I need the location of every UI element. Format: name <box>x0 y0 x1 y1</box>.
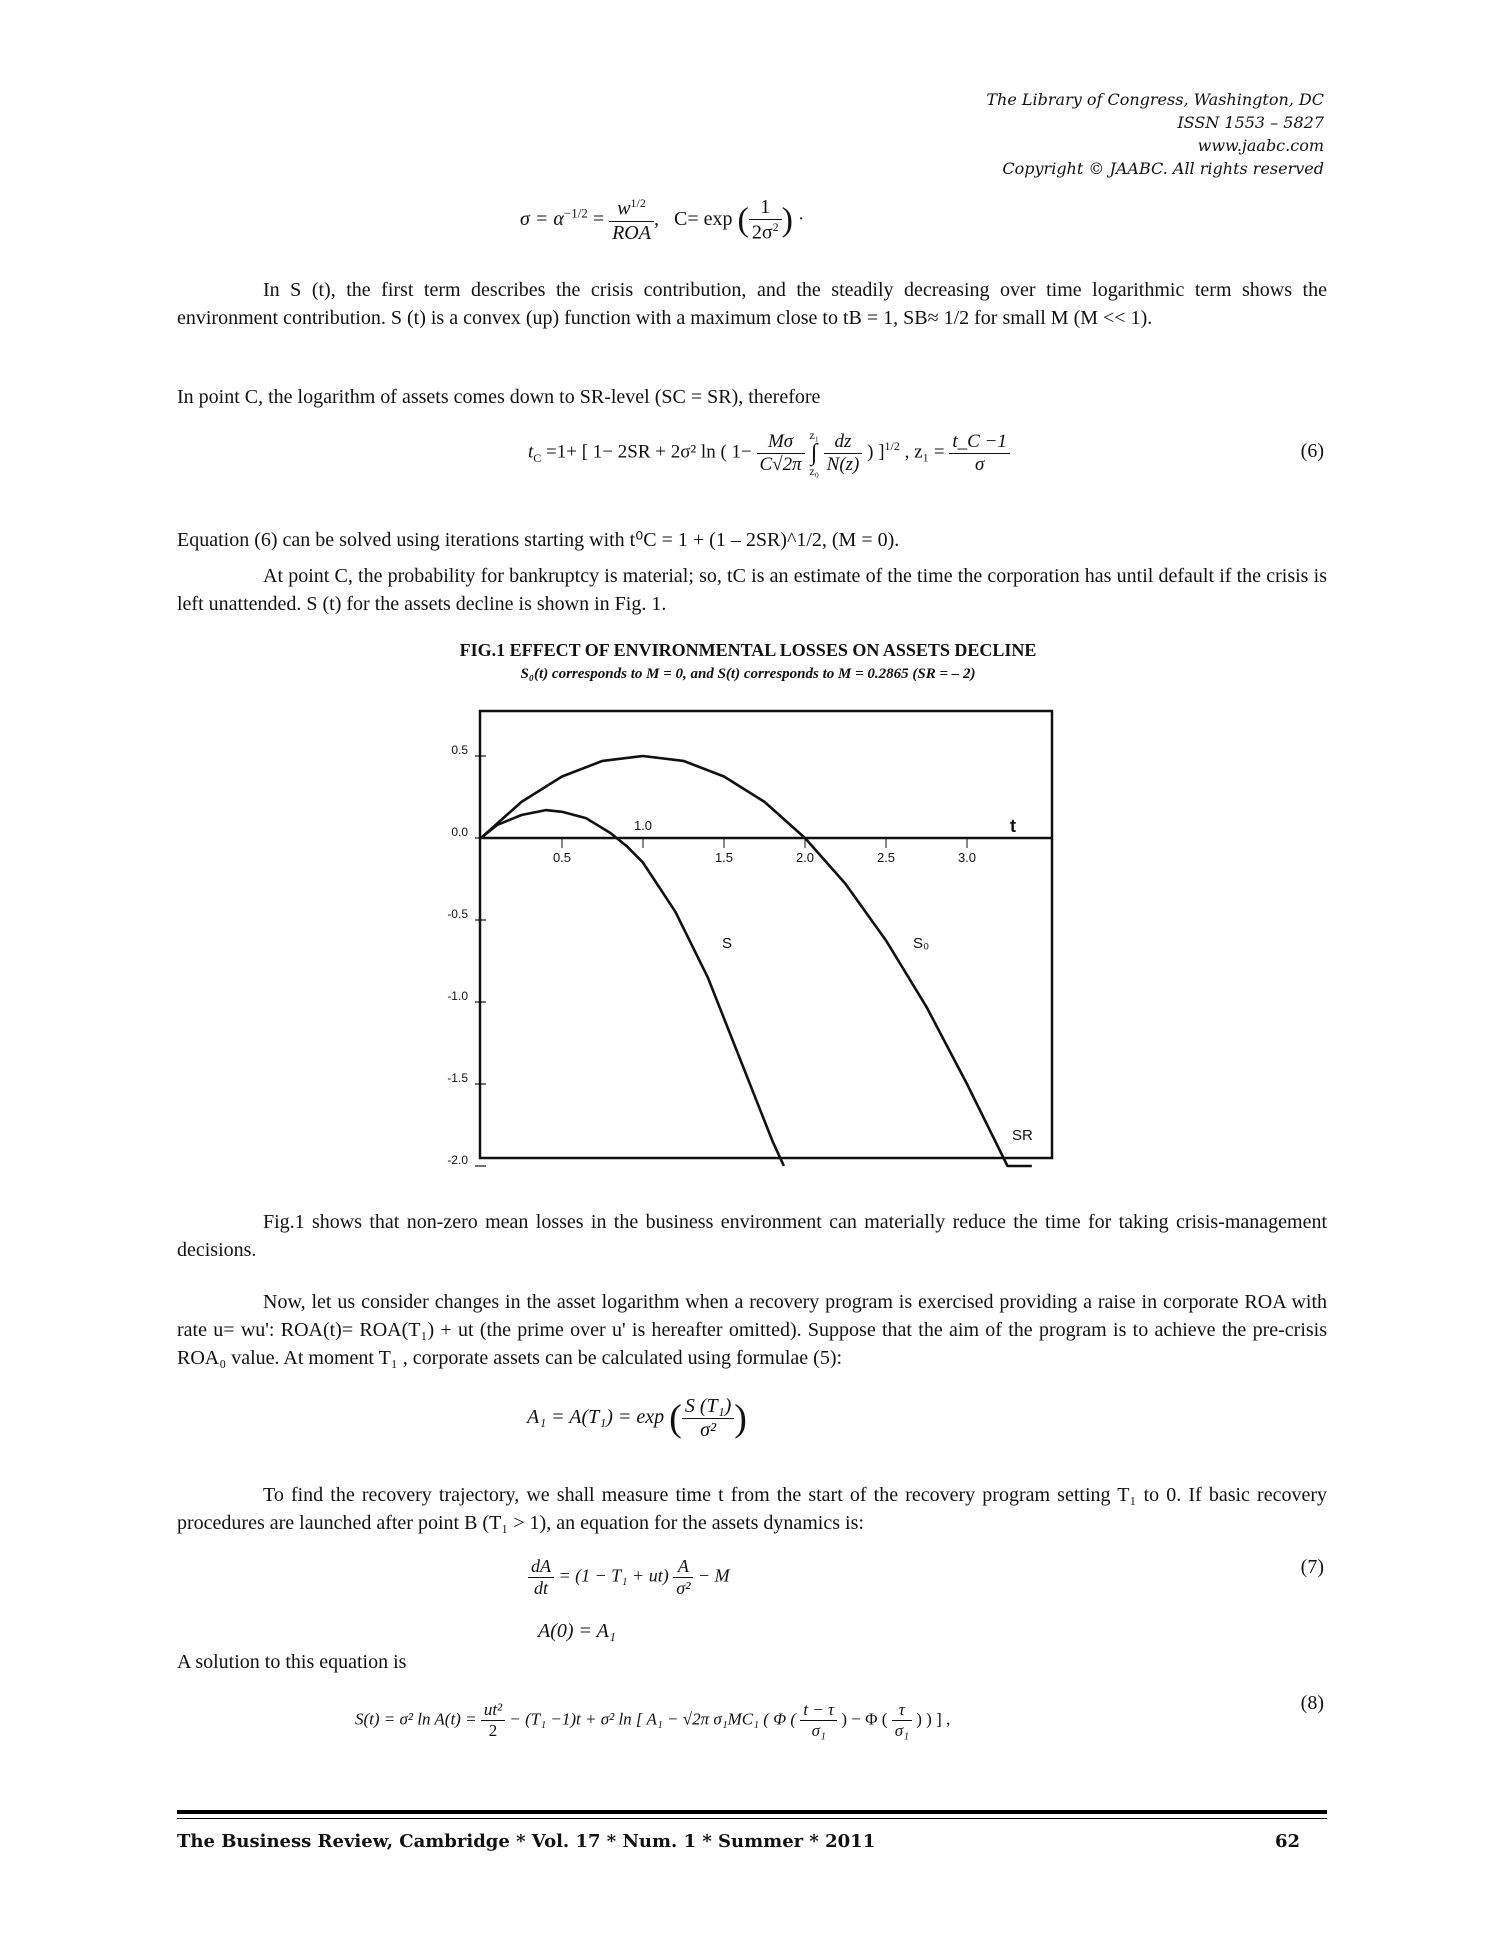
figure-subtitle: S₀(t) corresponds to M = 0, and S(t) corresponds to M = 0.2865 (SR = – 2) <box>520 666 976 682</box>
eq6-frac-den: C√2π <box>759 453 802 475</box>
eq8-phi2-fraction <box>892 1700 912 1741</box>
equation-A1: A₁ = A(T₁) = exp ( $\frac{\text{S (T₁)}}{\text{σ²}}$ ) <box>527 1395 747 1441</box>
eq-sigma-fraction <box>609 196 654 245</box>
y-tick-label: -1.5 <box>447 1071 468 1085</box>
x-tick-label: 0.5 <box>552 850 572 865</box>
eq6-fraction <box>757 431 805 476</box>
eq-a1-lhs: A₁ = A(T₁) = exp <box>527 1406 665 1429</box>
eq7-mid: = (1 − T₁ + ut) <box>558 1565 669 1586</box>
footer-page-number: 62 <box>1274 1831 1300 1852</box>
eq8-phi1-fraction <box>800 1700 837 1741</box>
eq6-int-num: dz <box>834 430 852 452</box>
footer-journal: The Business Review, Cambridge * Vol. 17 * Num. 1 * Summer * 2011 <box>177 1831 876 1852</box>
paragraph-7: To find the recovery trajectory, we shall measure time t from the start of the recovery program setting T₁ to 0. If basic recovery procedures are launched after point B (T₁ > 1), an equation for the assets dynamics is: <box>177 1484 1327 1534</box>
eq8-num: ut² <box>483 1700 503 1719</box>
eq-c-fraction <box>749 196 782 245</box>
x-tick-label: 1.0 <box>633 818 653 833</box>
paragraph-4: At point C, the probability for bankruptcy is material; so, tC is an estimate of the time the corporation has until default if the crisis is left unattended. S (t) for the assets decline is shown in Fig. 1. <box>177 565 1327 615</box>
eq6-int-lower: z₀ <box>809 464 819 478</box>
eq-c-num: 1 <box>749 196 782 220</box>
eq-c-den: 2σ <box>751 221 773 244</box>
equation-8 <box>355 1700 950 1741</box>
eq8-close: ) ) ] , <box>916 1709 951 1729</box>
x-tick-label: 1.5 <box>714 850 734 865</box>
header-line-3: www.jaabc.com <box>1197 136 1324 155</box>
eq-sigma-dot: · <box>797 207 805 230</box>
eq-a1-den: σ² <box>700 1419 716 1441</box>
series-line-s0 <box>481 756 1032 1166</box>
equation-sigma: $\sigma = \alpha^{-1/2}$ = $\frac{w^{1/2}}{\text{ROA}}$ , C= exp ( $\frac{1}{2\sigma^2}$ ) · <box>520 196 805 244</box>
series-label-s: S <box>722 935 733 952</box>
equation-8-number: (8) <box>1300 1692 1324 1714</box>
paragraph-2: In point C, the logarithm of assets comes down to SR-level (SC = SR), therefore <box>177 386 821 408</box>
equation-7-initial: A(0) = A₁ <box>538 1620 616 1642</box>
eq8-between: ) − Φ ( <box>841 1709 888 1729</box>
eq8-mid: − (T₁ −1)t + σ² ln [ A₁ − √2π σ₁MC₁ ( Φ ( <box>509 1709 797 1729</box>
eq6-main: =1+ [ 1− 2SR + 2σ² ln ( 1− <box>546 441 757 463</box>
eq6-z1-fraction <box>949 431 1010 476</box>
eq8-lhs: S(t) = σ² ln A(t) = <box>355 1709 481 1729</box>
paragraph-8: A solution to this equation is <box>177 1651 407 1673</box>
eq-sigma-sep: , <box>653 207 659 230</box>
header-line-2: ISSN 1553 – 5827 <box>1177 113 1324 132</box>
eq6-lhs: t <box>528 441 534 463</box>
eq8-fraction <box>481 1700 505 1741</box>
eq7-tail: − M <box>697 1565 730 1586</box>
eq6-z1: , z₁ = <box>904 441 945 463</box>
eq6-z1-num: t_C −1 <box>952 430 1007 452</box>
eq7-fraction <box>528 1556 554 1599</box>
equation-6-number: (6) <box>1300 440 1324 462</box>
eq6-lhs-sub: C <box>533 451 542 466</box>
x-tick-label: 3.0 <box>957 850 977 865</box>
eq-sigma-alpha-exp: −1/2 <box>563 205 588 221</box>
eq-sigma-num: w <box>617 197 631 220</box>
footer-rule-thin <box>177 1818 1327 1819</box>
eq8-den: 2 <box>488 1721 498 1740</box>
paragraph-3: Equation (6) can be solved using iterations starting with t⁰C = 1 + (1 – 2SR)^1/2, (M = 0). <box>177 529 900 551</box>
y-tick-label: 0.5 <box>451 743 468 757</box>
eq6-integral: z₁ ∫ z₀ <box>809 428 819 478</box>
y-tick-label: 0.0 <box>451 825 468 839</box>
header-line-4: Copyright © JAABC. All rights reserved <box>1002 159 1324 178</box>
eq-c-part: C= exp <box>673 207 733 230</box>
journal-header <box>986 88 1324 180</box>
x-axis-label: t <box>1010 816 1016 836</box>
header-line-1: The Library of Congress, Washington, DC <box>986 90 1324 109</box>
eq-sigma-lhs: σ = α <box>520 207 564 230</box>
eq-sigma-num-exp: 1/2 <box>630 196 646 210</box>
eq8-phi2-num: τ <box>898 1700 905 1719</box>
paragraph-6: Now, let us consider changes in the asset logarithm when a recovery program is exercised providing a raise in corporate ROA with rate u= wu': ROA(t)= ROA(T₁) + ut (the prime over u' is hereafter omitted). Suppose that the aim of the program is to achieve the pre-crisis ROA₀ value. At moment T₁ , corporate assets can be calculated using formulae (5): <box>177 1291 1327 1369</box>
eq6-frac-num: Mσ <box>767 430 794 452</box>
eq7-den: dt <box>533 1578 548 1598</box>
chart-frame <box>480 711 1052 1158</box>
y-tick-label: -0.5 <box>447 907 468 921</box>
figure-title: FIG.1 EFFECT OF ENVIRONMENTAL LOSSES ON ASSETS DECLINE <box>459 640 1037 660</box>
y-tick-label: -2.0 <box>447 1153 468 1167</box>
eq7-a-fraction <box>673 1556 693 1599</box>
eq-a1-num: S (T₁) <box>684 1395 732 1417</box>
eq8-phi1-num: t − τ <box>803 1700 835 1719</box>
eq6-int-upper: z₁ <box>809 428 819 442</box>
equation-6 <box>528 428 1010 478</box>
eq6-int-fraction <box>824 431 863 476</box>
series-label-s0: S₀ <box>913 935 930 952</box>
eq8-phi1-den: σ₁ <box>811 1721 826 1740</box>
x-tick-label: 2.5 <box>876 850 896 865</box>
eq-sigma-equals: = <box>592 207 605 230</box>
equation-7 <box>528 1556 730 1599</box>
eq-a1-fraction <box>682 1395 734 1442</box>
sr-label: SR <box>1012 1127 1033 1144</box>
eq6-int-den: N(z) <box>826 453 860 475</box>
eq7-num: dA <box>531 1556 551 1576</box>
eq6-z1-den: σ <box>974 453 985 475</box>
eq7-a-num: A <box>677 1556 689 1576</box>
eq8-phi2-den: σ₁ <box>894 1721 909 1740</box>
eq6-power: 1/2 <box>884 439 900 454</box>
x-tick-label: 2.0 <box>795 850 815 865</box>
equation-7-number: (7) <box>1300 1556 1324 1578</box>
paragraph-1: In S (t), the first term describes the crisis contribution, and the steadily decreasing over time logarithmic term shows the environment contribution. S (t) is a convex (up) function with a maximum close to tB = 1, SB≈ 1/2 for small M (M << 1). <box>177 279 1327 329</box>
eq7-a-den: σ² <box>676 1578 691 1598</box>
paragraph-5: Fig.1 shows that non-zero mean losses in the business environment can materially reduce the time for taking crisis-management decisions. <box>177 1211 1327 1261</box>
y-tick-label: -1.0 <box>447 989 468 1003</box>
eq-c-den-exp: 2 <box>772 220 779 234</box>
eq6-close: ) ] <box>867 441 885 463</box>
eq-sigma-den: ROA <box>612 221 651 244</box>
footer-rule-thick <box>177 1810 1327 1814</box>
series-line-s <box>481 810 784 1166</box>
